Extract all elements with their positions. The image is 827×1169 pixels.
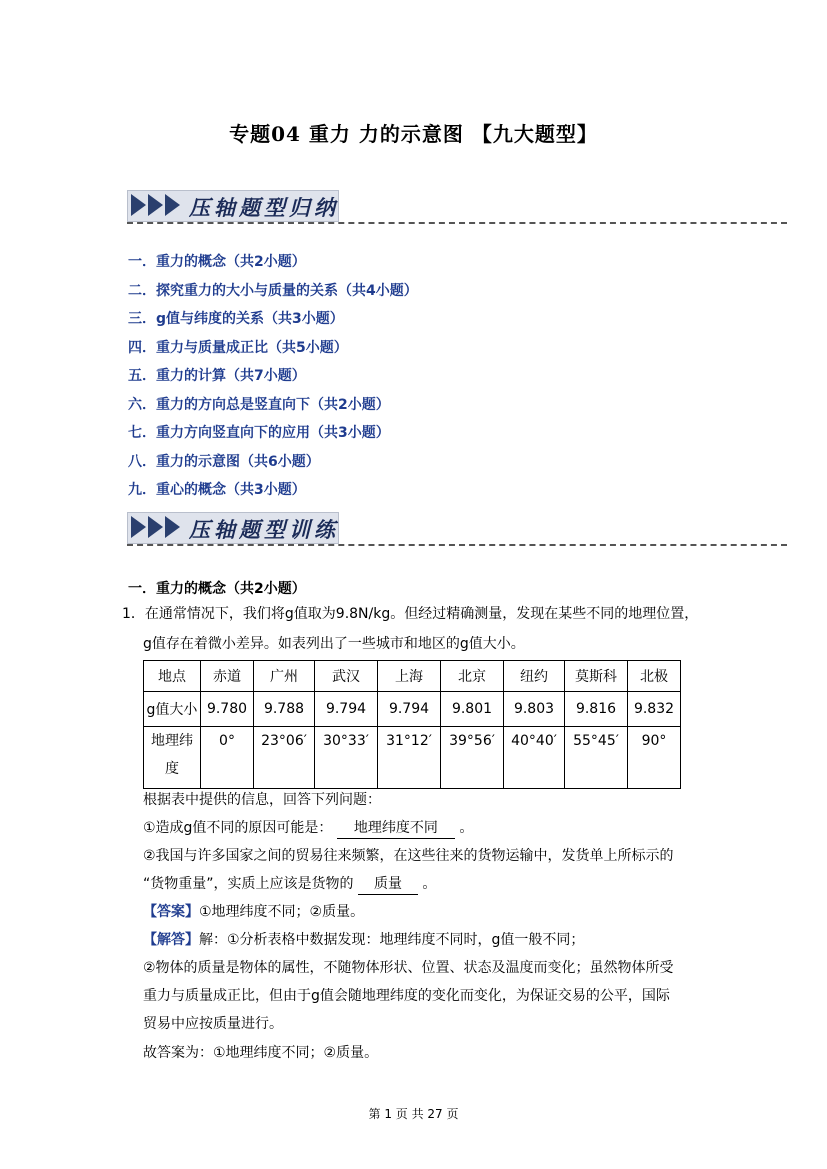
sub-question-2-line: ②我国与许多国家之间的贸易往来频繁，在这些往来的货物运输中，发货单上所标示的	[143, 848, 674, 864]
table-row	[144, 692, 681, 727]
table-header-cell: 地点	[144, 661, 201, 692]
topic-item[interactable]: 九．重心的概念（共3小题）	[128, 482, 306, 498]
answer-line	[143, 902, 364, 922]
triple-arrow-icon	[131, 194, 182, 216]
table-cell: 上海	[378, 661, 441, 692]
page-footer: 第 1 页 共 27 页	[368, 1107, 459, 1121]
topic-item[interactable]: 七．重力方向竖直向下的应用（共3小题）	[128, 425, 390, 441]
table-cell: 30°33′	[315, 727, 378, 789]
table-cell: 9.794	[378, 692, 441, 727]
table-cell: 赤道	[201, 661, 254, 692]
topic-item[interactable]: 六．重力的方向总是竖直向下（共2小题）	[128, 396, 390, 413]
dashed-divider	[127, 222, 787, 224]
table-row	[144, 727, 681, 789]
analysis-tag: 【解答】	[143, 932, 199, 948]
topic-item[interactable]: 四．重力与质量成正比（共5小题）	[128, 339, 348, 356]
question-text: 1．在通常情况下，我们将g值取为9.8N/kg。但经过精确测量，发现在某些不同的地理位置，	[122, 606, 699, 622]
header-line: 度	[165, 761, 179, 777]
analysis-text: 贸易中应按质量进行。	[143, 1016, 283, 1032]
table-cell: 武汉	[315, 661, 378, 692]
sub-question-text: 。	[459, 820, 474, 836]
table-cell: 北极	[628, 661, 681, 692]
topic-item[interactable]: 一．重力的概念（共2小题）	[128, 254, 306, 270]
sub-question-text: “货物重量”，实质上应该是货物的	[143, 876, 354, 892]
triple-arrow-icon	[131, 516, 182, 538]
question-text: g值存在着微小差异。如表列出了一些城市和地区的g值大小。	[143, 636, 525, 652]
section-banner-training	[127, 512, 787, 546]
dashed-divider	[127, 544, 787, 546]
answer-blank: 地理纬度不同	[337, 818, 455, 839]
table-cell: 9.832	[628, 692, 681, 727]
sub-question-text: ①造成g值不同的原因可能是：	[143, 820, 333, 836]
sub-question-2	[143, 874, 436, 895]
table-cell: 9.788	[254, 692, 315, 727]
topic-item[interactable]: 八．重力的示意图（共6小题）	[128, 453, 320, 470]
question-prompt: 根据表中提供的信息，回答下列问题：	[143, 792, 381, 808]
table-cell: 莫斯科	[565, 661, 628, 692]
table-cell: 9.780	[201, 692, 254, 727]
table-cell: 31°12′	[378, 727, 441, 789]
table-cell: 9.794	[315, 692, 378, 727]
topic-item[interactable]: 二．探究重力的大小与质量的关系（共4小题）	[128, 282, 418, 299]
analysis-text: 重力与质量成正比，但由于g值会随地理纬度的变化而变化，为保证交易的公平，国际	[143, 988, 670, 1004]
answer-blank: 质量	[358, 874, 418, 895]
table-cell: 9.816	[565, 692, 628, 727]
banner-label: 压轴题型归纳	[189, 195, 339, 220]
table-header-cell	[144, 727, 201, 789]
table-cell: 55°45′	[565, 727, 628, 789]
table-cell: 9.801	[441, 692, 504, 727]
topic-item[interactable]: 三．g值与纬度的关系（共3小题）	[128, 311, 344, 327]
table-cell: 23°06′	[254, 727, 315, 789]
analysis-line	[143, 930, 584, 950]
table-row	[144, 661, 681, 692]
topic-item[interactable]: 五．重力的计算（共7小题）	[128, 368, 306, 384]
table-header-cell: g值大小	[144, 692, 201, 727]
analysis-text: ②物体的质量是物体的属性，不随物体形状、位置、状态及温度而变化；虽然物体所受	[143, 960, 674, 976]
banner-label: 压轴题型训练	[189, 517, 339, 542]
answer-tag: 【答案】	[143, 904, 199, 920]
section-banner-summary	[127, 190, 787, 224]
topic-list	[128, 248, 418, 505]
table-cell: 9.803	[504, 692, 565, 727]
table-cell: 90°	[628, 727, 681, 789]
table-cell: 0°	[201, 727, 254, 789]
analysis-text: 解：①分析表格中数据发现：地理纬度不同时，g值一般不同；	[199, 932, 585, 948]
section-heading: 一．重力的概念（共2小题）	[128, 581, 306, 597]
table-cell: 广州	[254, 661, 315, 692]
table-cell: 纽约	[504, 661, 565, 692]
page-title: 专题04 重力 力的示意图 【九大题型】	[229, 122, 598, 146]
sub-question-text: 。	[422, 876, 437, 892]
table-cell: 北京	[441, 661, 504, 692]
gravity-table	[143, 660, 681, 789]
header-line: 地理纬	[151, 733, 193, 749]
table-cell: 39°56′	[441, 727, 504, 789]
final-answer: 故答案为：①地理纬度不同；②质量。	[143, 1045, 379, 1061]
answer-text: ①地理纬度不同；②质量。	[199, 904, 365, 920]
sub-question-1	[143, 818, 473, 839]
table-cell: 40°40′	[504, 727, 565, 789]
